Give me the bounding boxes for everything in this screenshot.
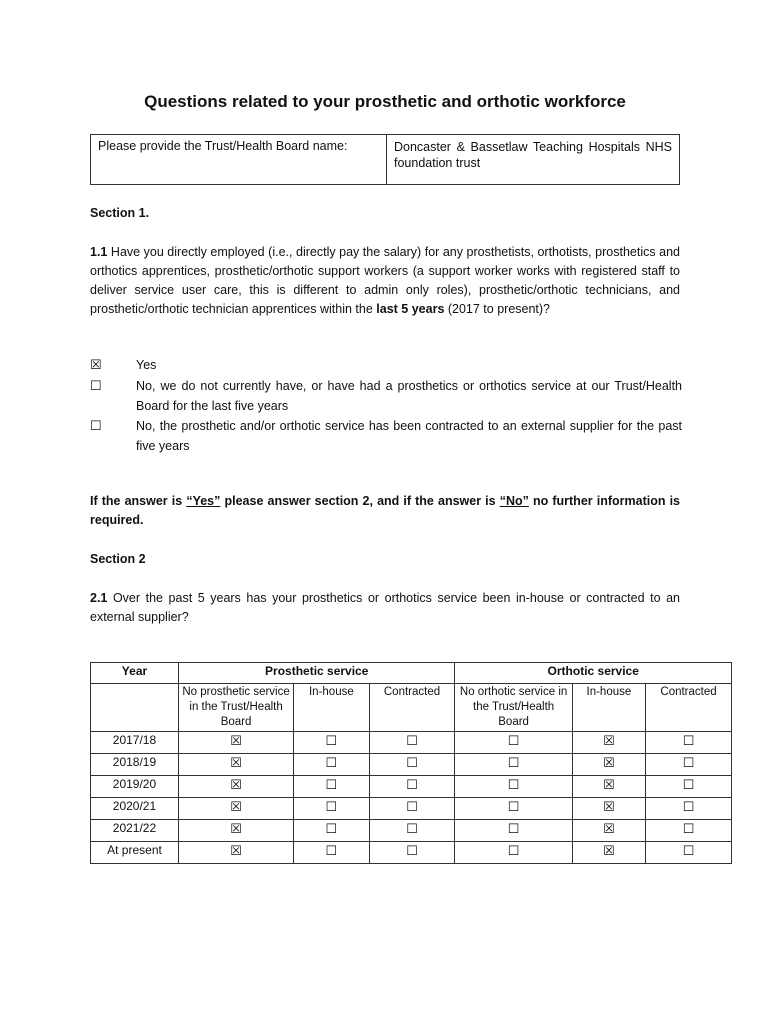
year-cell: At present (91, 842, 179, 864)
question-text: Have you directly employed (i.e., directly pay the salary) for any prosthetists, orthotists, prosthetics and orthotics apprentices, prosthetic/orthotic support workers (a support worker works with registered staff to deliver service user care, this is different to admin only roles), prosthetic/orthotic technicians, and prosthetic/orthotic technician apprentices within the (90, 245, 680, 316)
orthotic-inhouse-header: In-house (572, 684, 645, 732)
instruction-part: please answer section 2, and if the answer is (220, 494, 500, 508)
orthotic-contracted-checkbox[interactable]: ☐ (646, 842, 732, 864)
prosthetic-service-header: Prosthetic service (178, 663, 454, 684)
instruction-part: no further information is required. (90, 494, 681, 527)
no-orthotic-checkbox[interactable]: ☐ (455, 798, 572, 820)
prosthetic-contracted-checkbox[interactable]: ☐ (369, 842, 455, 864)
option-no-service[interactable] (90, 376, 682, 416)
checkbox-empty-icon[interactable]: ☐ (90, 378, 102, 393)
prosthetic-inhouse-checkbox[interactable]: ☐ (294, 842, 369, 864)
prosthetic-contracted-checkbox[interactable]: ☐ (369, 776, 455, 798)
instruction-text (90, 492, 680, 530)
year-header: Year (91, 663, 179, 684)
question-1-1 (90, 243, 680, 319)
prosthetic-contracted-checkbox[interactable]: ☐ (369, 798, 455, 820)
orthotic-contracted-checkbox[interactable]: ☐ (646, 776, 732, 798)
trust-name-label: Please provide the Trust/Health Board name: (91, 135, 387, 184)
year-cell: 2020/21 (91, 798, 179, 820)
question-2-1 (90, 589, 680, 627)
service-table (90, 662, 732, 864)
orthotic-inhouse-checkbox[interactable]: ☒ (572, 798, 645, 820)
table-row (91, 842, 732, 864)
table-row (91, 754, 732, 776)
page-title: Questions related to your prosthetic and orthotic workforce (144, 92, 626, 111)
question-tail: (2017 to present)? (444, 302, 551, 316)
year-cell: 2017/18 (91, 732, 179, 754)
no-prosthetic-checkbox[interactable]: ☒ (178, 798, 293, 820)
orthotic-contracted-checkbox[interactable]: ☐ (646, 732, 732, 754)
question-number: 2.1 (90, 591, 108, 605)
orthotic-contracted-checkbox[interactable]: ☐ (646, 754, 732, 776)
table-row (91, 820, 732, 842)
no-orthotic-checkbox[interactable]: ☐ (455, 754, 572, 776)
no-orthotic-checkbox[interactable]: ☐ (455, 842, 572, 864)
no-prosthetic-checkbox[interactable]: ☒ (178, 820, 293, 842)
instruction-yes: “Yes” (186, 494, 221, 508)
prosthetic-contracted-checkbox[interactable]: ☐ (369, 820, 455, 842)
option-contracted[interactable] (90, 416, 682, 456)
no-orthotic-checkbox[interactable]: ☐ (455, 732, 572, 754)
question-text: Over the past 5 years has your prosthetics or orthotics service been in-house or contracted to an external supplier? (90, 591, 680, 624)
section-2-heading: Section 2 (90, 552, 146, 566)
orthotic-inhouse-checkbox[interactable]: ☒ (572, 732, 645, 754)
orthotic-contracted-checkbox[interactable]: ☐ (646, 798, 732, 820)
no-prosthetic-checkbox[interactable]: ☒ (178, 754, 293, 776)
instruction-no: “No” (499, 494, 529, 508)
question-emphasis: last 5 years (376, 302, 445, 316)
year-cell: 2019/20 (91, 776, 179, 798)
no-prosthetic-header: No prosthetic service in the Trust/Health Board (178, 684, 293, 732)
orthotic-inhouse-checkbox[interactable]: ☒ (572, 776, 645, 798)
prosthetic-contracted-checkbox[interactable]: ☐ (369, 732, 455, 754)
prosthetic-contracted-checkbox[interactable]: ☐ (369, 754, 455, 776)
prosthetic-inhouse-header: In-house (294, 684, 369, 732)
orthotic-inhouse-checkbox[interactable]: ☒ (572, 820, 645, 842)
no-prosthetic-checkbox[interactable]: ☒ (178, 732, 293, 754)
no-prosthetic-checkbox[interactable]: ☒ (178, 842, 293, 864)
prosthetic-inhouse-checkbox[interactable]: ☐ (294, 798, 369, 820)
option-label: Yes (136, 358, 157, 372)
question-number: 1.1 (90, 245, 108, 259)
instruction-part: If the answer is (90, 494, 187, 508)
option-yes[interactable] (90, 355, 682, 375)
table-row (91, 732, 732, 754)
table-row (91, 776, 732, 798)
prosthetic-inhouse-checkbox[interactable]: ☐ (294, 754, 369, 776)
prosthetic-inhouse-checkbox[interactable]: ☐ (294, 776, 369, 798)
orthotic-inhouse-checkbox[interactable]: ☒ (572, 842, 645, 864)
year-cell: 2021/22 (91, 820, 179, 842)
no-orthotic-header: No orthotic service in the Trust/Health Board (455, 684, 572, 732)
option-label: No, the prosthetic and/or orthotic service has been contracted to an external supplier for the past five years (136, 419, 682, 453)
checkbox-checked-icon[interactable]: ☒ (90, 357, 102, 372)
prosthetic-inhouse-checkbox[interactable]: ☐ (294, 732, 369, 754)
option-label: No, we do not currently have, or have had a prosthetics or orthotics service at our Trust/Health Board for the last five years (136, 379, 682, 413)
orthotic-contracted-checkbox[interactable]: ☐ (646, 820, 732, 842)
orthotic-service-header: Orthotic service (455, 663, 732, 684)
no-orthotic-checkbox[interactable]: ☐ (455, 776, 572, 798)
trust-name-field[interactable]: Doncaster & Bassetlaw Teaching Hospitals NHS foundation trust (394, 140, 672, 170)
year-subheader (91, 684, 179, 732)
no-prosthetic-checkbox[interactable]: ☒ (178, 776, 293, 798)
orthotic-inhouse-checkbox[interactable]: ☒ (572, 754, 645, 776)
no-orthotic-checkbox[interactable]: ☐ (455, 820, 572, 842)
orthotic-contracted-header: Contracted (646, 684, 732, 732)
checkbox-empty-icon[interactable]: ☐ (90, 418, 102, 433)
table-row (91, 798, 732, 820)
trust-name-box (90, 134, 680, 185)
section-1-heading: Section 1. (90, 206, 150, 220)
prosthetic-inhouse-checkbox[interactable]: ☐ (294, 820, 369, 842)
year-cell: 2018/19 (91, 754, 179, 776)
prosthetic-contracted-header: Contracted (369, 684, 455, 732)
